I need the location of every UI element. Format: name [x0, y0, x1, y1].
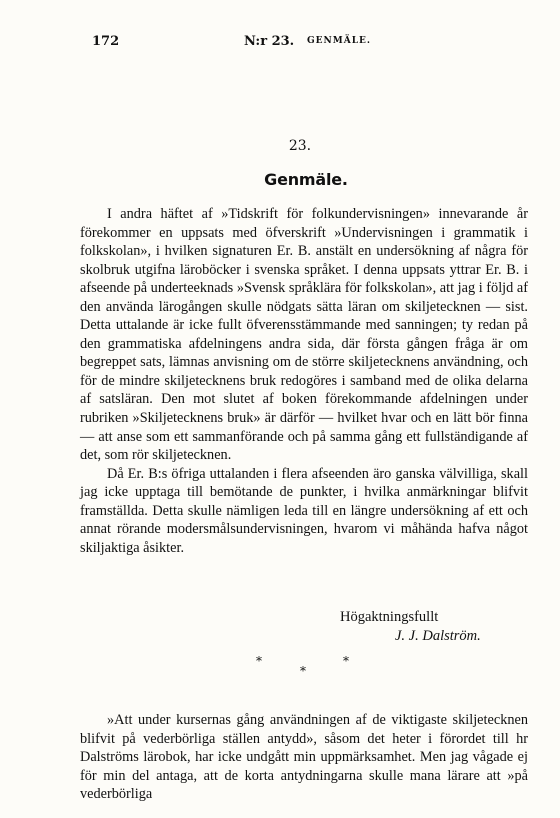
paragraph: »Att under kursernas gång användningen af de viktigaste skiljetecknen blifvit på vederbörliga ställen antydd», såsom det heter i förordet till hr Dalströms lärobok, har icke undgått min uppmärksamhet. Men jag vågade ej för min del antaga, att de korta antydningarna skulle mana lärare att »på vederbörliga	[80, 712, 528, 803]
asterisk: *	[256, 654, 262, 668]
page-number: 172	[92, 34, 120, 49]
article-body	[80, 205, 528, 557]
section-title: GENMÄLE.	[307, 36, 372, 46]
section-separator	[250, 654, 360, 684]
article-number: 23.	[288, 138, 312, 154]
continuation-text	[80, 711, 528, 804]
asterisk: *	[300, 664, 306, 678]
signature: J. J. Dalström.	[395, 628, 481, 644]
issue-number: N:r 23.	[244, 34, 295, 49]
article-title: Genmäle.	[264, 170, 348, 189]
closing: Högaktningsfullt	[340, 609, 439, 625]
paragraph: Då Er. B:s öfriga uttalanden i flera afseenden äro ganska välvilliga, skall jag icke upptaga till bemötande de punkter, i hvilka anmärkningar blifvit framställda. Detta skulle nämligen leda till en längre undersökning af ett och annat rörande modersmålsundervisningen, hvarom vi måhända hafva något skiljaktiga åsikter.	[80, 465, 528, 556]
signoff	[340, 608, 481, 646]
asterisk: *	[343, 654, 349, 668]
running-head	[92, 34, 520, 54]
paragraph: I andra häftet af »Tidskrift för folkundervisningen» innevarande år förekommer en uppsats med öfverskrift »Undervisningen i grammatik i folkskolan», i hvilken signaturen Er. B. anstält en undersökning af några för skolbruk utgifna läroböcker i svenska språket. I denna uppsats yttrar Er. B. i afseende på underteeknads »Svensk språklära för folkskolan», att jag i följd af den använda lärogången skulle nödgats sätta läran om skiljetecknen — sist. Detta uttalande är icke fullt öfverensstämmande med sanningen; ty redan på den grammatiska afdelningens andra sida, där första gången fråga är om begreppet sats, lämnas anvisning om de större skiljetecknens användning, och för de mindre skiljetecknens bruk redogöres i samband med de olika delarna af satsläran. Den mot slutet af boken förekommande afdelningen under rubriken »Skiljetecknens bruk» är därför — hvilket hvar och en lätt bör finna — att anse som ett sammanförande och på samma gång ett fullständigande af det, som rör skiljetecknen.	[80, 206, 528, 464]
